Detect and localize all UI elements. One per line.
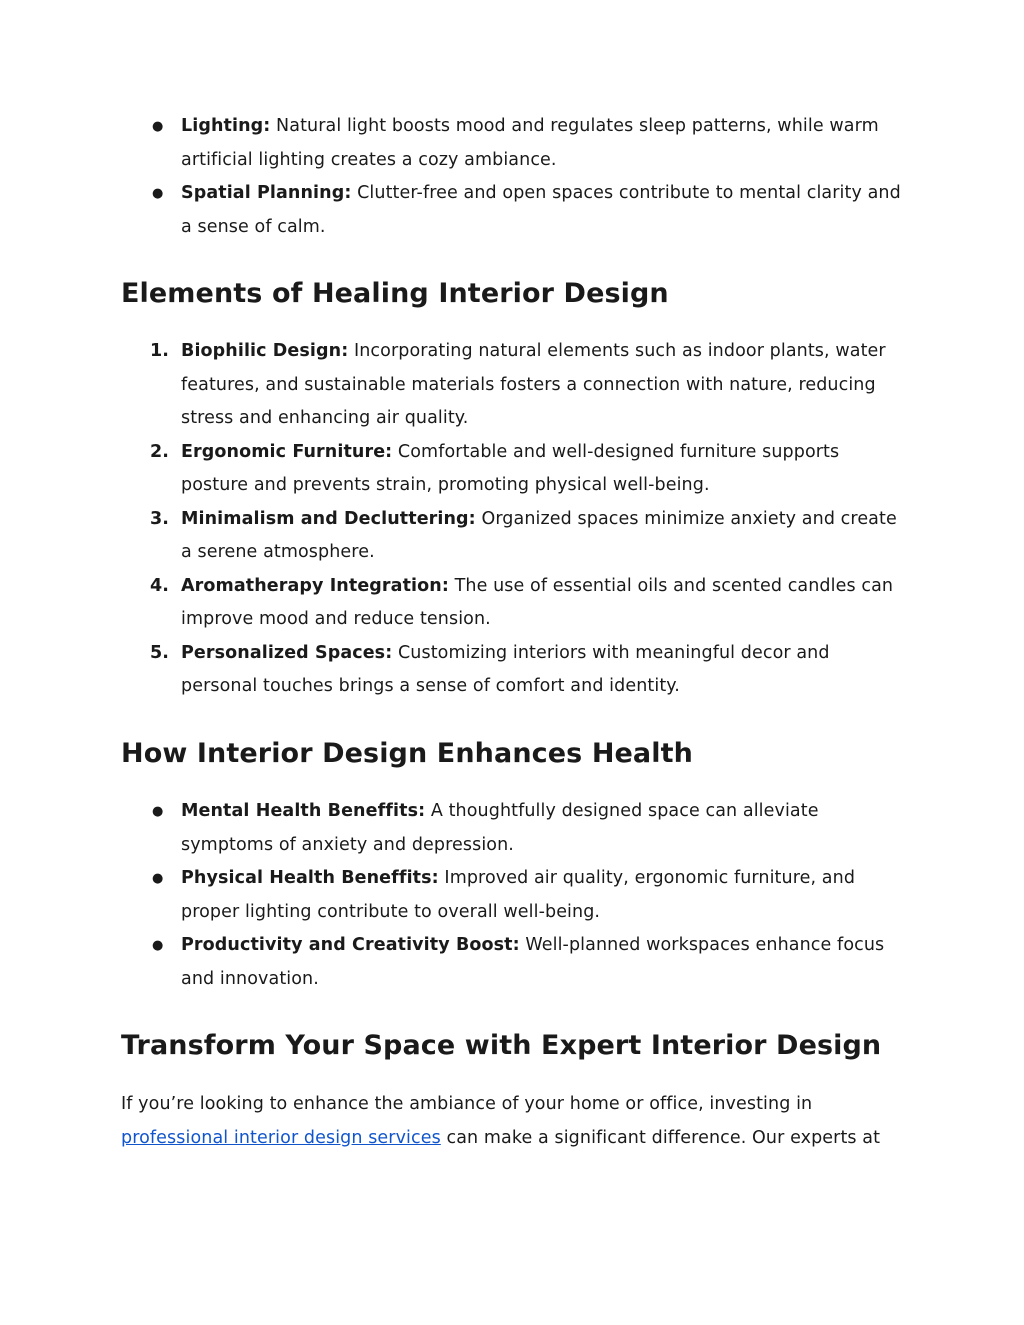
list-item-term: Lighting: (181, 116, 271, 136)
list-item (0, 436, 901, 503)
list-item-term: Ergonomic Furniture: (181, 441, 393, 462)
list-number: 5. (150, 642, 170, 663)
list-item (0, 110, 901, 177)
list-item (0, 637, 901, 704)
list-item-text: Customizing interiors with meaningful decor and personal touches brings a sense of comfort and identity. (181, 642, 830, 696)
bullet-icon: ● (152, 871, 164, 886)
section-heading-health: How Interior Design Enhances Health (121, 738, 693, 769)
list-item-text: Comfortable and well-designed furniture supports posture and prevents strain, promoting physical well-being. (181, 441, 840, 495)
list-item-term: Personalized Spaces: (181, 642, 393, 663)
list-item-text: Natural light boosts mood and regulates sleep patterns, while warm artificial lighting creates a cozy ambiance. (181, 116, 879, 170)
list-item-text: Well-planned workspaces enhance focus and innovation. (181, 935, 885, 989)
list-item-text: Improved air quality, ergonomic furniture, and proper lighting contribute to overall well-being. (181, 868, 856, 922)
list-item (0, 177, 901, 244)
bullet-icon: ● (152, 186, 164, 201)
health-benefits-list (0, 795, 901, 996)
bullet-icon: ● (152, 119, 164, 134)
list-item-term: Spatial Planning: (181, 183, 352, 203)
list-item-term: Productivity and Creativity Boost: (181, 935, 520, 955)
list-item-term: Aromatherapy Integration: (181, 575, 449, 596)
wellness-factors-list (0, 110, 901, 244)
list-item (0, 862, 901, 929)
interior-design-services-link[interactable]: professional interior design services (121, 1127, 441, 1148)
list-item (0, 570, 901, 637)
list-item-text: Incorporating natural elements such as indoor plants, water features, and sustainable materials fosters a connection with nature, reducing stress and enhancing air quality. (181, 341, 886, 428)
bullet-icon: ● (152, 938, 164, 953)
paragraph-text: If you’re looking to enhance the ambiance of your home or office, investing in (121, 1094, 813, 1114)
section-heading-elements: Elements of Healing Interior Design (121, 278, 669, 309)
list-item-term: Biophilic Design: (181, 341, 349, 361)
section-heading-transform: Transform Your Space with Expert Interior Design (121, 1030, 882, 1061)
list-number: 3. (150, 508, 170, 529)
list-item (0, 929, 901, 996)
list-item (0, 503, 901, 570)
list-item (0, 795, 901, 862)
list-item-text: Clutter-free and open spaces contribute to mental clarity and a sense of calm. (181, 183, 901, 237)
list-item-text: Organized spaces minimize anxiety and create a serene atmosphere. (181, 508, 897, 562)
bullet-icon: ● (152, 804, 164, 819)
list-item-term: Minimalism and Decluttering: (181, 508, 476, 529)
closing-paragraph (121, 1088, 911, 1155)
list-number: 2. (150, 441, 170, 462)
list-item-term: Physical Health Beneffits: (181, 868, 439, 888)
list-number: 4. (150, 575, 170, 596)
list-item-text: A thoughtfully designed space can alleviate symptoms of anxiety and depression. (181, 801, 819, 855)
elements-numbered-list (0, 335, 901, 704)
list-item (0, 335, 901, 436)
list-number: 1. (150, 341, 170, 361)
list-item-term: Mental Health Beneffits: (181, 801, 426, 821)
list-item-text: The use of essential oils and scented candles can improve mood and reduce tension. (181, 575, 894, 629)
paragraph-text: can make a significant difference. Our experts at (440, 1127, 881, 1148)
